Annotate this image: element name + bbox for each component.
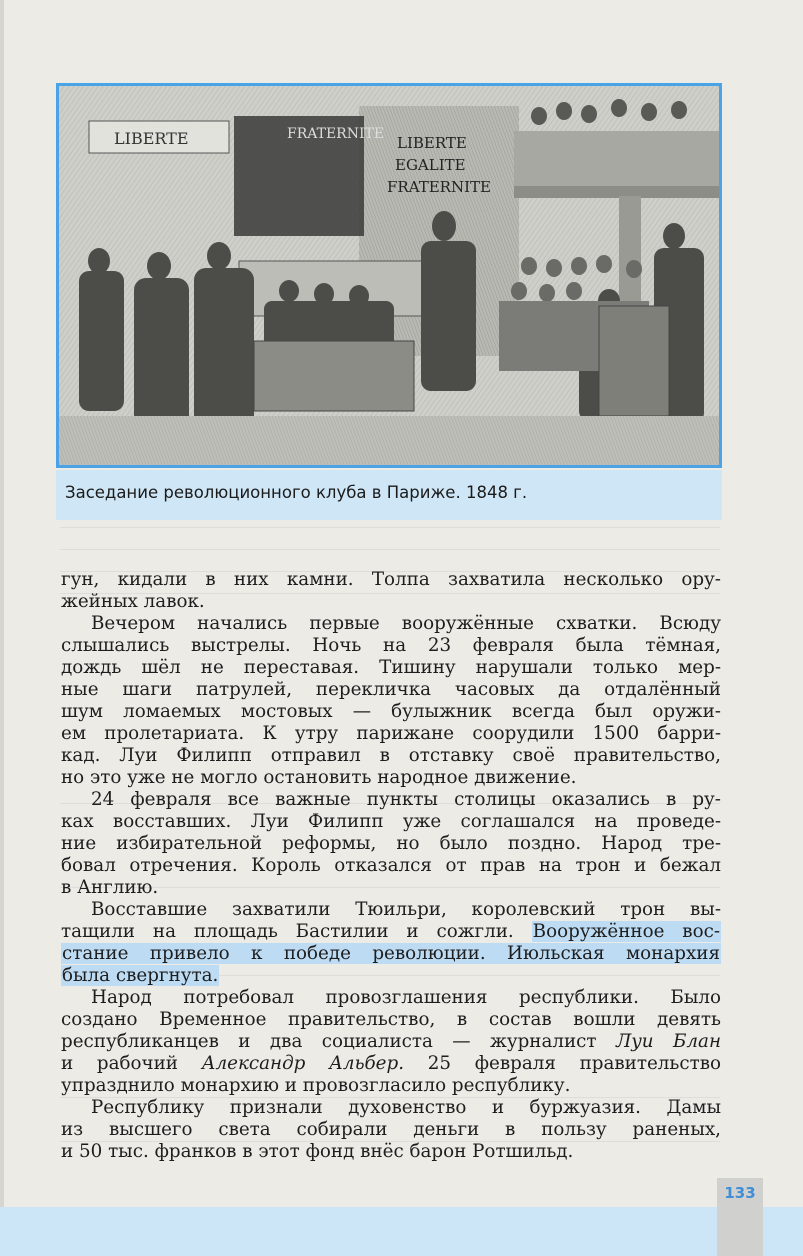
text-line: создано Временное правительство, в состав вошли девять xyxy=(61,1009,721,1030)
text-line: ках восставших. Луи Филипп уже соглашался на проведе- xyxy=(61,811,721,832)
banner-fraternite: FRATERNITE xyxy=(287,126,385,142)
figure-caption: Заседание революционного клуба в Париже. 1848 г. xyxy=(65,483,528,502)
paragraph-start: Вечером начались первые вооружённые схватки. Всюду xyxy=(91,613,721,634)
text-line: и 50 тыс. франков в этот фонд внёс барон Ротшильд. xyxy=(61,1141,574,1162)
text-line xyxy=(61,943,721,967)
name-louis-blanc: Луи Блан xyxy=(615,1031,721,1052)
text-line: гун, кидали в них камни. Толпа захватила несколько ору- xyxy=(61,569,721,590)
banner-liberte: LIBERTE xyxy=(114,129,189,148)
bottom-band xyxy=(0,1207,803,1256)
page-edge xyxy=(0,0,4,1256)
text-line: шум ломаемых мостовых — булыжник всегда был оружи- xyxy=(61,701,721,722)
text-line: ные шаги патрулей, перекличка часовых да отдалённый xyxy=(61,679,721,700)
text-line: упразднило монархию и провозгласило республику. xyxy=(61,1075,571,1096)
highlighted-text: Вооружённое вос- xyxy=(532,921,721,942)
text-segment: республиканцев и два социалиста — журналист xyxy=(61,1031,597,1052)
text-line xyxy=(61,1053,721,1077)
text-line xyxy=(61,965,721,989)
text-line: ние избирательной реформы, но было поздно. Народ тре- xyxy=(61,833,721,854)
illustration-revolutionary-club xyxy=(56,83,722,468)
text-line: кад. Луи Филипп отправил в отставку своё правительство, xyxy=(61,745,721,766)
paragraph-start: Республику признали духовенство и буржуазия. Дамы xyxy=(91,1097,721,1118)
text-line xyxy=(61,921,721,945)
text-line: бовал отречения. Король отказался от прав на трон и бежал xyxy=(61,855,721,876)
text-line: слышались выстрелы. Ночь на 23 февраля была тёмная, xyxy=(61,635,721,656)
text-segment: и рабочий xyxy=(61,1053,178,1074)
text-line: ем пролетариата. К утру парижане соорудили 1500 барри- xyxy=(61,723,721,744)
text-line: из высшего света собирали деньги в пользу раненых, xyxy=(61,1119,721,1140)
page-number: 133 xyxy=(724,1184,756,1202)
text-line xyxy=(61,1031,721,1055)
motto-line-2: EGALITE xyxy=(395,156,466,174)
highlighted-text: была свергнута. xyxy=(62,965,219,986)
paragraph-start: Народ потребовал провозглашения республики. Было xyxy=(91,987,721,1008)
motto-line-3: FRATERNITE xyxy=(387,178,491,196)
highlighted-text: стание привело к победе революции. Июльская монархия xyxy=(62,943,720,964)
text-segment: 25 февраля правительство xyxy=(427,1053,721,1074)
text-segment: тащили на площадь Бастилии и сожгли. xyxy=(61,921,514,942)
name-alexandre-albert: Александр Альбер. xyxy=(201,1053,405,1074)
engraving-drawing xyxy=(59,86,719,465)
text-line: но это уже не могло остановить народное движение. xyxy=(61,767,577,788)
paragraph-start: Восставшие захватили Тюильри, королевский трон вы- xyxy=(91,899,721,920)
text-line: дождь шёл не переставая. Тишину нарушали только мер- xyxy=(61,657,721,678)
paragraph-start: 24 февраля все важные пункты столицы оказались в ру- xyxy=(91,789,721,810)
text-line: жейных лавок. xyxy=(61,591,205,612)
text-line: в Англию. xyxy=(61,877,159,898)
motto-line-1: LIBERTE xyxy=(397,134,467,152)
